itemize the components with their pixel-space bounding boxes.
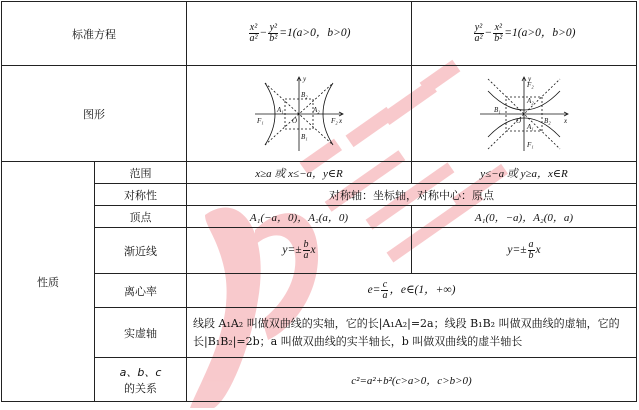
svg-text:x: x [564,116,568,125]
standard-equation-label: 标准方程 [2,2,187,66]
hyperbola-y-axis-figure [476,73,572,155]
row-vertex [2,206,637,228]
graph-x-axis-hyperbola [187,66,412,162]
hyperbola-x-axis-figure [251,73,347,155]
range-x-axis: x≥a 或 x≤−a，y∈R [187,162,412,184]
row-graph [2,66,637,162]
hyperbola-properties-table [1,1,637,402]
svg-text:O: O [292,116,298,125]
row-symmetry [2,184,637,206]
standard-equation-y-axis: $\frac{\text{y²}}{\text{a²}}$ − $\frac{\text{x²}}{\text{b²}}$ =1(a>0，b>0) [412,2,637,66]
relation-label-line1: a、b、c [119,365,162,379]
svg-text:B₁: B₁ [301,132,308,141]
row-eccentricity [2,274,637,308]
symmetry-label: 对称性 [95,184,187,206]
svg-text:A₁: A₁ [277,105,284,114]
svg-text:y: y [303,74,307,83]
axes-description-line1: 线段 A₁A₂ 叫做双曲线的实轴，它的长|A₁A₂|=2a；线段 B₁B₂ 叫做双曲线的虚轴，它的 [193,316,620,330]
graph-label: 图形 [2,66,187,162]
svg-text:B₁: B₁ [494,105,501,114]
svg-text:F₁: F₁ [527,140,534,149]
relation-label-line2: 的关系 [124,381,157,395]
vertex-x-axis: A₁(−a，0)，A₂(a，0) [187,206,412,228]
row-range [2,162,637,184]
graph-y-axis-hyperbola [412,66,637,162]
eccentricity-value: e= $\frac{c}{a}$ ，e∈(1，+∞) [187,274,637,308]
relation-value: c²=a²+b²(c>a>0，c>b>0) [187,358,637,402]
svg-text:O: O [516,116,522,125]
eccentricity-label: 离心率 [95,274,187,308]
svg-text:F₂: F₂ [331,116,338,125]
svg-text:A₂: A₂ [313,105,320,114]
svg-text:B₂: B₂ [301,90,308,99]
axes-description [187,308,637,358]
vertex-y-axis: A₁(0，−a)，A₂(0，a) [412,206,637,228]
svg-text:A₂: A₂ [527,96,534,105]
range-label: 范围 [95,162,187,184]
properties-label: 性质 [2,162,95,402]
asymptote-y-axis: y=± $\frac{a}{b}$ x [412,228,637,274]
asymptote-x-axis: y=± $\frac{b}{a}$ x [187,228,412,274]
relation-label [95,358,187,402]
axes-description-line2: 长|B₁B₂|=2b；a 叫做双曲线的实半轴长，b 叫做双曲线的虚半轴长 [193,334,523,348]
svg-text:F₂: F₂ [527,80,534,89]
standard-equation-x-axis: $\frac{\text{x²}}{\text{a²}}$ − $\frac{\text{y²}}{\text{b²}}$ =1(a>0，b>0) [187,2,412,66]
row-asymptote [2,228,637,274]
axes-label: 实虚轴 [95,308,187,358]
symmetry-value: 对称轴：坐标轴，对称中心：原点 [187,184,637,206]
vertex-label: 顶点 [95,206,187,228]
svg-text:F₁: F₁ [257,116,264,125]
svg-text:x: x [339,116,343,125]
asymptote-label: 渐近线 [95,228,187,274]
row-real-imaginary-axes [2,308,637,358]
row-abc-relation [2,358,637,402]
svg-text:y: y [528,74,532,83]
row-standard-equation [2,2,637,66]
range-y-axis: y≤−a 或 y≥a，x∈R [412,162,637,184]
svg-text:A₁: A₁ [527,122,534,131]
svg-text:B₂: B₂ [544,116,551,125]
